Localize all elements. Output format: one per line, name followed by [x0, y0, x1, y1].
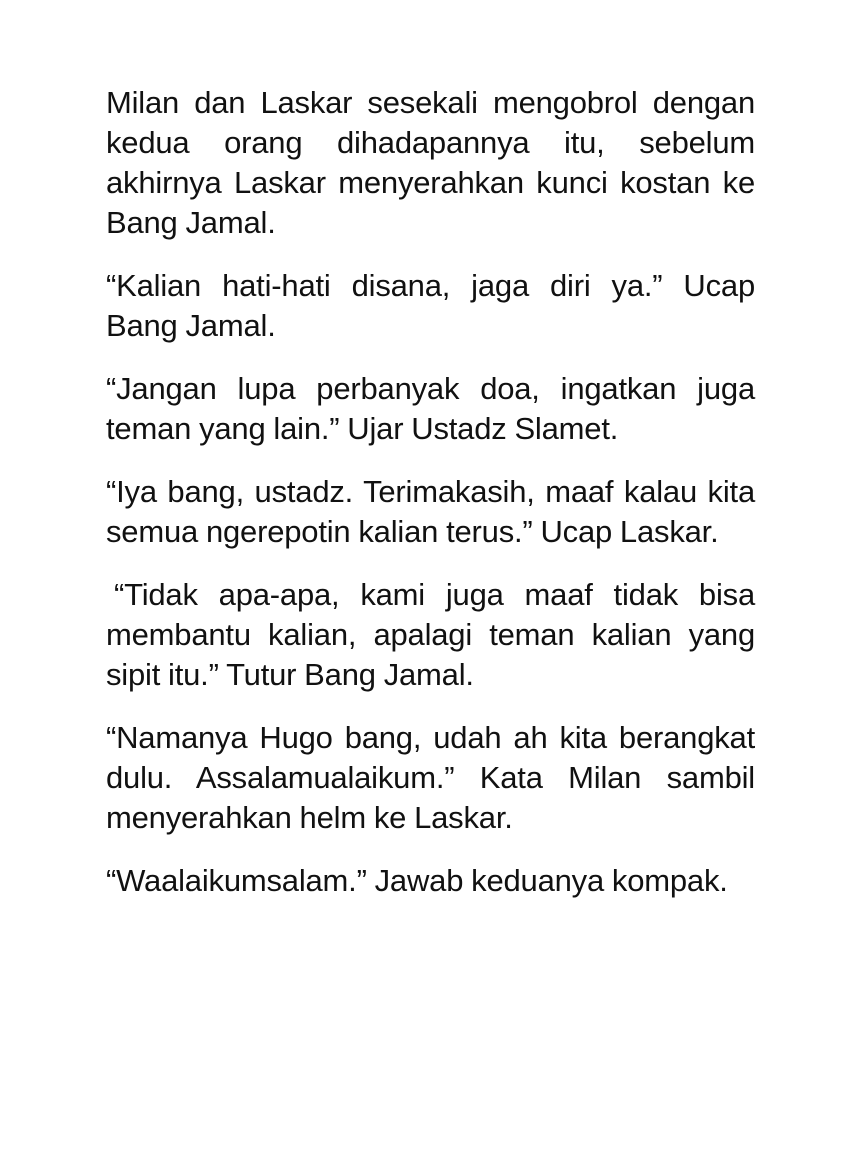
paragraph: “Jangan lupa perbanyak doa, ingatkan juga teman yang lain.” Ujar Ustadz Slamet. [106, 371, 755, 446]
paragraph: “Waalaikumsalam.” Jawab keduanya kompak. [106, 863, 728, 898]
paragraph: Milan dan Laskar sesekali mengobrol dengan kedua orang dihadapannya itu, sebelum akhirnya Laskar menyerahkan kunci kostan ke Bang Jamal. [106, 85, 755, 240]
paragraph: “Iya bang, ustadz. Terimakasih, maaf kalau kita semua ngerepotin kalian terus.” Ucap Laskar. [106, 474, 755, 549]
paragraph: “Kalian hati-hati disana, jaga diri ya.” Ucap Bang Jamal. [106, 268, 755, 343]
paragraph: “Tidak apa-apa, kami juga maaf tidak bisa membantu kalian, apalagi teman kalian yang sipit itu.” Tutur Bang Jamal. [106, 577, 755, 692]
paragraph: “Namanya Hugo bang, udah ah kita berangkat dulu. Assalamualaikum.” Kata Milan sambil menyerahkan helm ke Laskar. [106, 720, 755, 835]
